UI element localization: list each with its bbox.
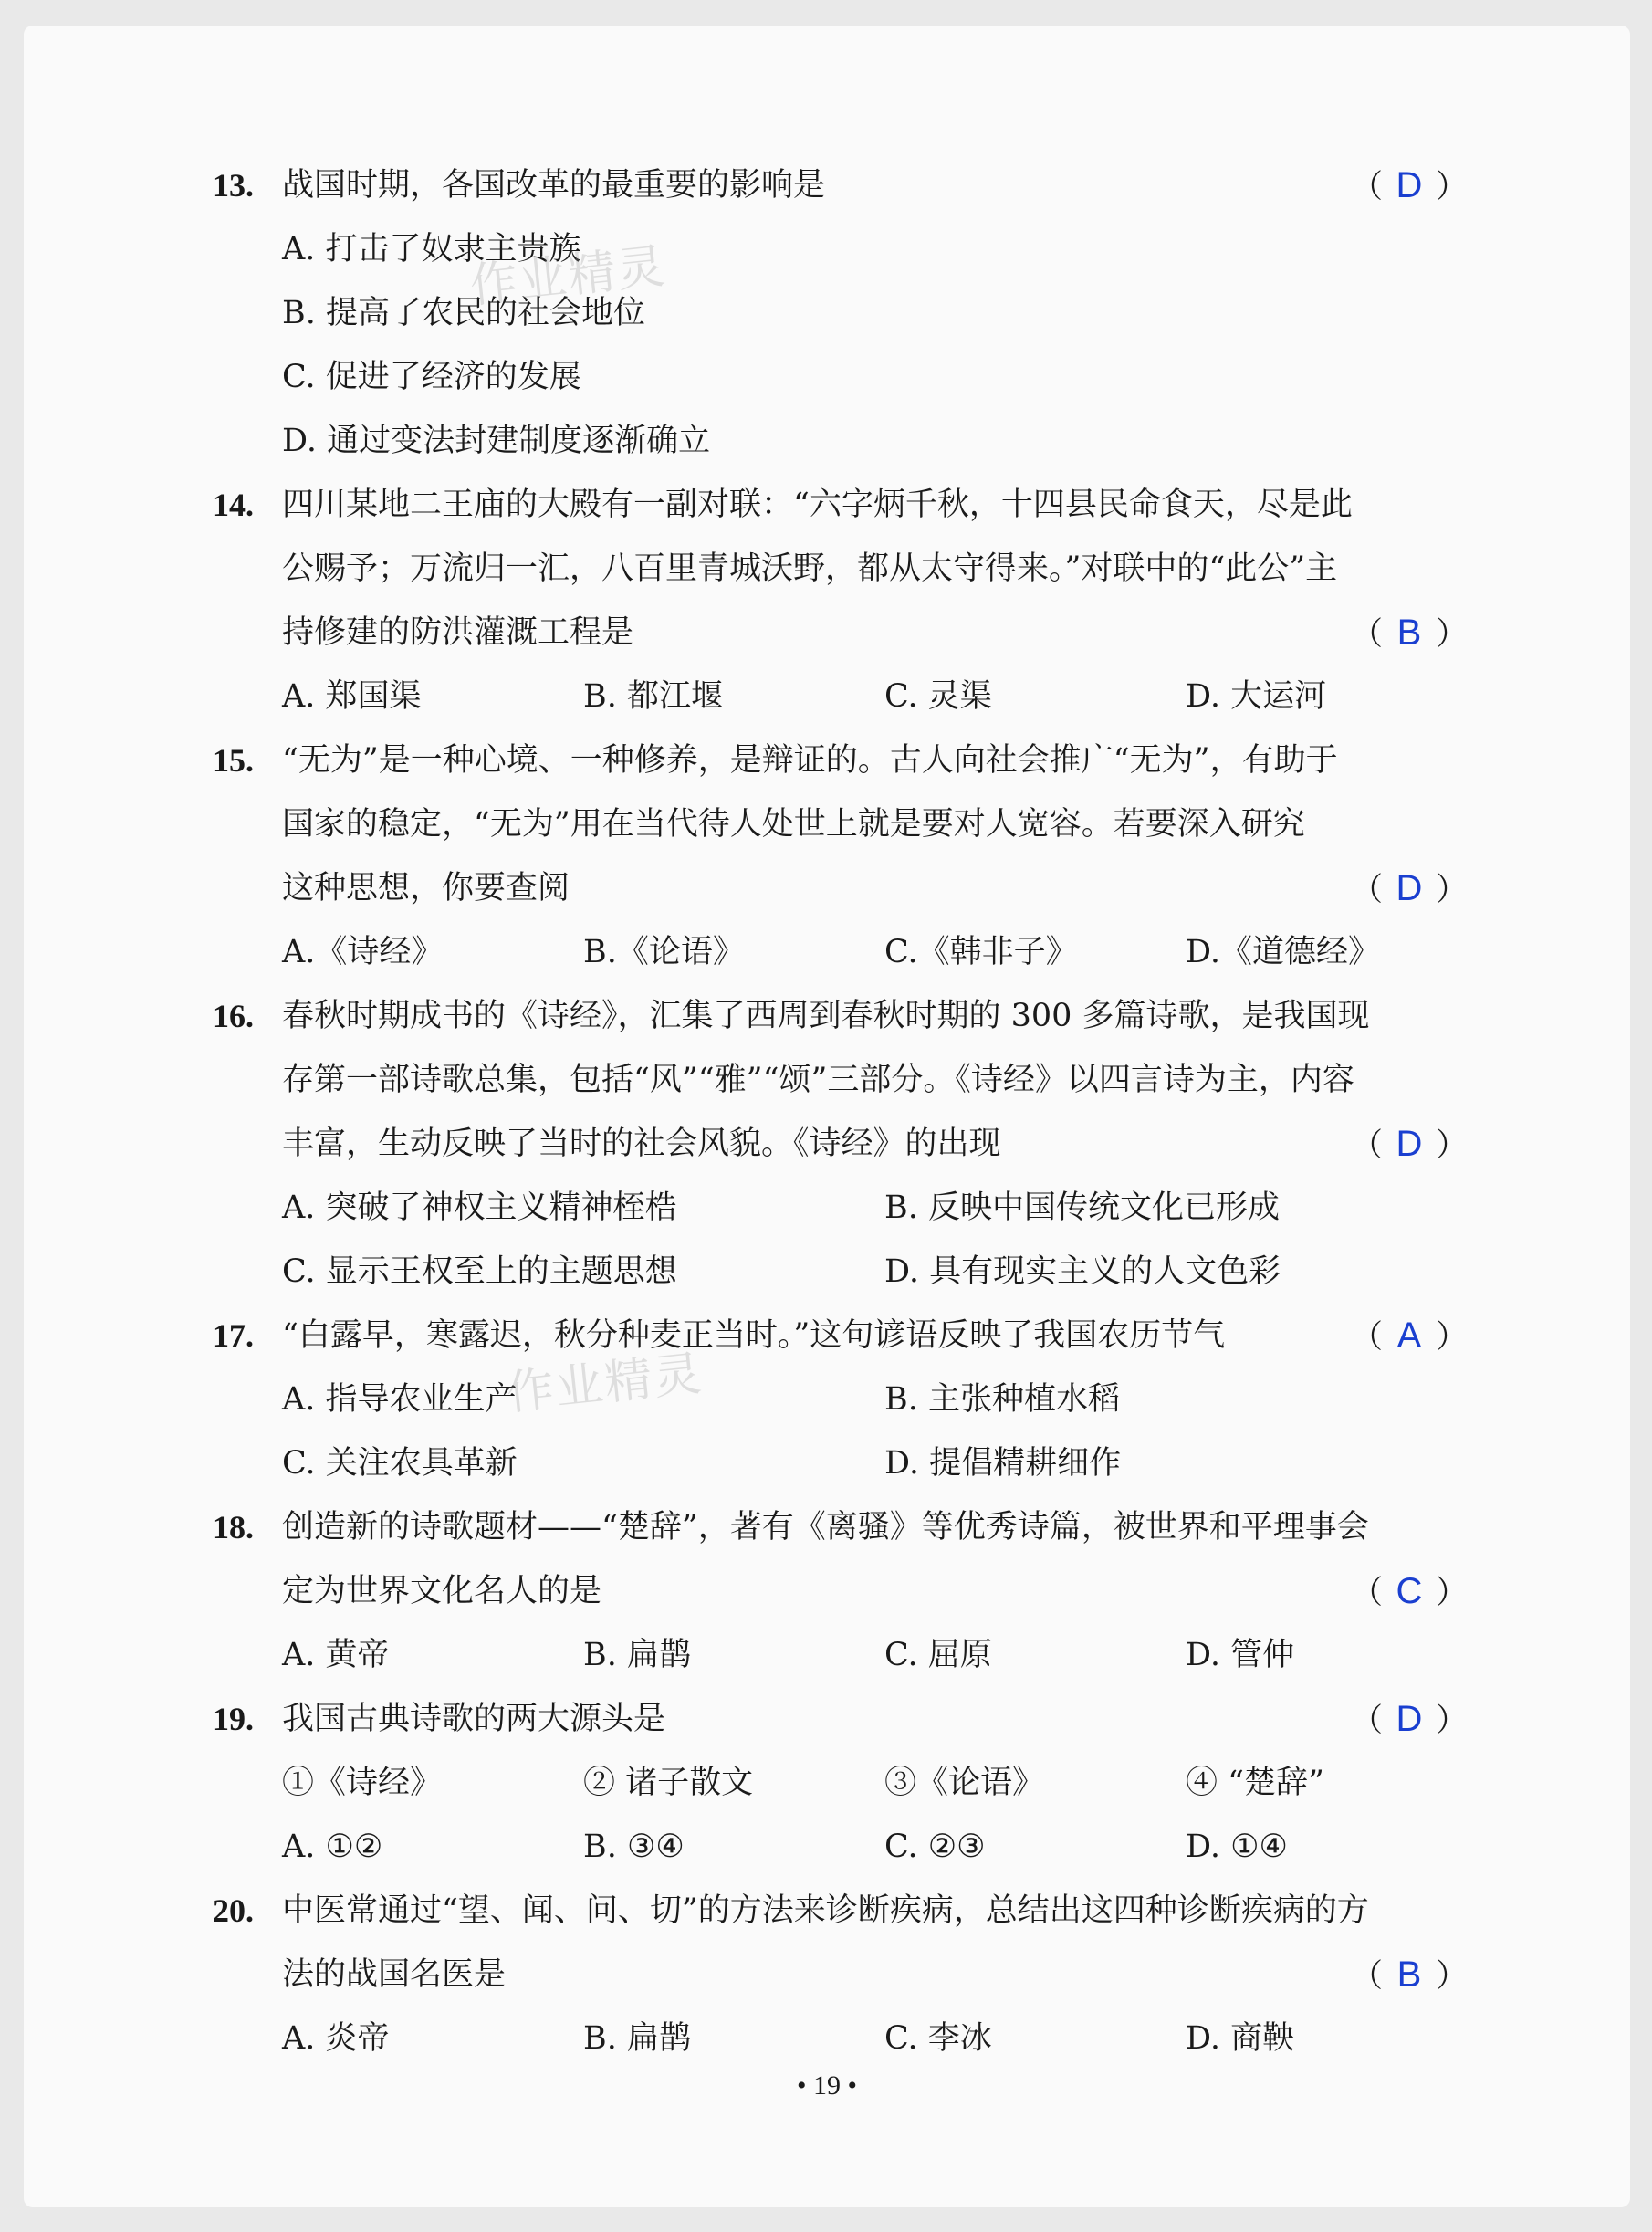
option: D. 管仲 — [1186, 1637, 1295, 1673]
answer-bracket: （ B ） — [1351, 1943, 1468, 2008]
option: D. 大运河 — [1186, 678, 1327, 715]
option-row — [213, 2007, 1468, 2070]
question-stem-line — [213, 728, 1468, 792]
question-number: 16. — [213, 998, 254, 1034]
option: B.《论语》 — [583, 934, 745, 970]
question-text: 存第一部诗歌总集，包括“风”“雅”“颂”三部分。《诗经》以四言诗为主，内容 — [282, 1062, 1354, 1098]
question-text: 我国古典诗歌的两大源头是 — [282, 1701, 666, 1737]
question-number: 13. — [213, 167, 254, 204]
answer-bracket: （ D ） — [1351, 856, 1468, 922]
question-number: 17. — [213, 1317, 254, 1354]
question-text: 战国时期，各国改革的最重要的影响是 — [282, 167, 826, 204]
option-group — [282, 281, 1468, 345]
option-row — [213, 217, 1468, 281]
option-group — [282, 665, 1468, 728]
question-stem-line — [213, 792, 1468, 856]
question-stem-line — [213, 1879, 1468, 1943]
page-number: • 19 • — [796, 2070, 857, 2101]
answer-bracket: （ A ） — [1351, 1304, 1468, 1369]
question-text: 丰富，生动反映了当时的社会风貌。《诗经》的出现 — [282, 1126, 1001, 1162]
option: A. 郑国渠 — [282, 678, 422, 715]
option-row — [213, 1240, 1468, 1304]
option: B. 反映中国传统文化已形成 — [884, 1189, 1280, 1226]
option: C. 李冰 — [884, 2020, 992, 2057]
option: C. 显示王权至上的主题思想 — [282, 1253, 677, 1290]
answer-bracket: （ C ） — [1351, 1559, 1468, 1625]
question-block — [213, 153, 1468, 473]
option: A. 黄帝 — [282, 1637, 390, 1673]
option: A. 炎帝 — [282, 2020, 390, 2057]
question-stem-line — [213, 1112, 1468, 1176]
option: D. 通过变法封建制度逐渐确立 — [282, 423, 711, 459]
question-stem-line — [213, 1304, 1468, 1367]
answer-letter: D — [1396, 868, 1423, 908]
question-block — [213, 1495, 1468, 1687]
option: C. 促进了经济的发展 — [282, 359, 581, 395]
statement-item: ③《论语》 — [884, 1765, 1045, 1801]
answer-bracket: （ D ） — [1351, 1687, 1468, 1753]
answer-bracket: （ D ） — [1351, 153, 1468, 219]
watermark: 作业精灵 — [504, 1346, 706, 1422]
question-block — [213, 984, 1468, 1304]
question-block — [213, 473, 1468, 728]
answer-letter: D — [1396, 1699, 1423, 1739]
answer-letter: A — [1396, 1315, 1422, 1356]
option: D.《道德经》 — [1186, 934, 1380, 970]
option: D. ①④ — [1186, 1829, 1288, 1865]
question-text: 春秋时期成书的《诗经》，汇集了西周到春秋时期的 300 多篇诗歌，是我国现 — [282, 998, 1370, 1034]
question-stem-line — [213, 1943, 1468, 2007]
answer-letter: D — [1396, 165, 1423, 205]
option-row — [213, 1431, 1468, 1495]
statement-item: ④ “楚辞” — [1186, 1765, 1324, 1801]
page — [24, 26, 1630, 2207]
option: A. 突破了神权主义精神桎梏 — [282, 1189, 677, 1226]
option-row — [213, 1815, 1468, 1879]
answer-letter: D — [1396, 1124, 1423, 1164]
option: A. 指导农业生产 — [282, 1381, 518, 1418]
question-stem-line — [213, 1687, 1468, 1751]
option-row — [213, 1367, 1468, 1431]
question-text: 创造新的诗歌题材——“楚辞”，著有《离骚》等优秀诗篇，被世界和平理事会 — [282, 1509, 1369, 1546]
option-group — [282, 1176, 1468, 1240]
statement-item: ② 诸子散文 — [583, 1765, 754, 1801]
option-row — [213, 345, 1468, 409]
watermark: 作业精灵 — [467, 238, 670, 315]
question-text: 定为世界文化名人的是 — [282, 1573, 602, 1609]
option: D. 商鞅 — [1186, 2020, 1295, 2057]
question-stem-line — [213, 1559, 1468, 1623]
option-group — [282, 920, 1468, 984]
question-block — [213, 1879, 1468, 2070]
answer-letter: C — [1396, 1571, 1423, 1611]
answer-bracket: （ B ） — [1351, 601, 1468, 666]
option-group — [282, 1240, 1468, 1304]
option-group — [282, 345, 1468, 409]
option: A. 打击了奴隶主贵族 — [282, 231, 581, 267]
question-block — [213, 728, 1468, 984]
question-text: 公赐予；万流归一汇，八百里青城沃野，都从太守得来。”对联中的“此公”主 — [282, 550, 1338, 587]
question-stem-line — [213, 984, 1468, 1048]
question-number: 15. — [213, 742, 254, 779]
option-row — [213, 920, 1468, 984]
option-row — [213, 281, 1468, 345]
question-stem-line — [213, 473, 1468, 537]
option: C. 灵渠 — [884, 678, 992, 715]
option-row — [213, 1176, 1468, 1240]
question-number: 19. — [213, 1701, 254, 1737]
option: C.《韩非子》 — [884, 934, 1078, 970]
question-stem-line — [213, 856, 1468, 920]
question-stem-line — [213, 153, 1468, 217]
option: B. ③④ — [583, 1829, 685, 1865]
option: B. 扁鹊 — [583, 2020, 691, 2057]
option: B. 扁鹊 — [583, 1637, 691, 1673]
question-text: 中医常通过“望、闻、问、切”的方法来诊断疾病，总结出这四种诊断疾病的方 — [282, 1892, 1369, 1929]
question-text: “无为”是一种心境、一种修养，是辩证的。古人向社会推广“无为”，有助于 — [282, 742, 1338, 779]
question-text: 四川某地二王庙的大殿有一副对联：“六字炳千秋，十四县民命食天，尽是此 — [282, 487, 1353, 523]
option: C. 关注农具革新 — [282, 1445, 518, 1482]
question-stem-line — [213, 537, 1468, 601]
question-list — [213, 153, 1468, 2070]
option: A. ①② — [282, 1829, 383, 1865]
option: D. 提倡精耕细作 — [884, 1445, 1122, 1482]
option: D. 具有现实主义的人文色彩 — [884, 1253, 1281, 1290]
question-block — [213, 1687, 1468, 1879]
option: B. 提高了农民的社会地位 — [282, 295, 645, 331]
option-row — [213, 1623, 1468, 1687]
question-stem-line — [213, 1495, 1468, 1559]
question-text: 这种思想，你要查阅 — [282, 870, 570, 906]
option-group — [282, 1751, 1468, 1815]
question-number: 20. — [213, 1892, 254, 1929]
question-text: “白露早，寒露迟，秋分种麦正当时。”这句谚语反映了我国农历节气 — [282, 1317, 1226, 1354]
option-group — [282, 1367, 1468, 1431]
option-group — [282, 1623, 1468, 1687]
option-group — [282, 1815, 1468, 1879]
answer-letter: B — [1396, 1954, 1422, 1995]
statement-item: ①《诗经》 — [282, 1765, 443, 1801]
option-row — [213, 665, 1468, 728]
option-row — [213, 409, 1468, 473]
question-text: 法的战国名医是 — [282, 1956, 507, 1993]
question-text: 持修建的防洪灌溉工程是 — [282, 614, 634, 651]
option-row — [213, 1751, 1468, 1815]
option-group — [282, 1431, 1468, 1495]
answer-bracket: （ D ） — [1351, 1112, 1468, 1178]
option: C. ②③ — [884, 1829, 986, 1865]
question-block — [213, 1304, 1468, 1495]
question-stem-line — [213, 601, 1468, 665]
option: A.《诗经》 — [282, 934, 444, 970]
option-group — [282, 217, 1468, 281]
answer-letter: B — [1396, 613, 1422, 653]
option-group — [282, 2007, 1468, 2070]
option: B. 都江堰 — [583, 678, 723, 715]
question-number: 14. — [213, 487, 254, 523]
option-group — [282, 409, 1468, 473]
option: C. 屈原 — [884, 1637, 992, 1673]
question-text: 国家的稳定，“无为”用在当代待人处世上就是要对人宽容。若要深入研究 — [282, 806, 1305, 843]
question-number: 18. — [213, 1509, 254, 1546]
option: B. 主张种植水稻 — [884, 1381, 1120, 1418]
question-stem-line — [213, 1048, 1468, 1112]
